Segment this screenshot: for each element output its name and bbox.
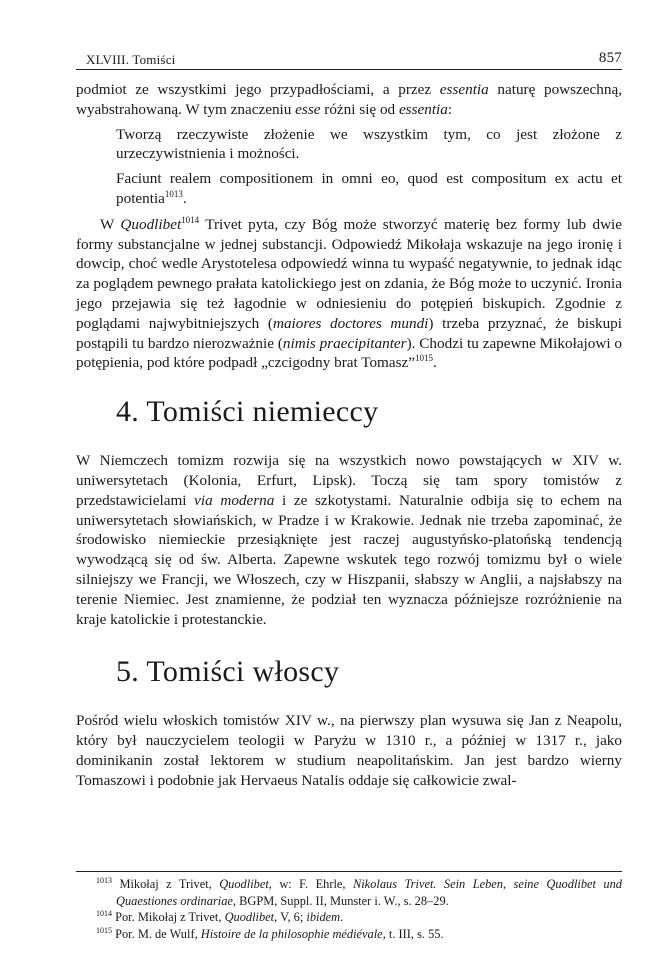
paragraph-german-thomists: W Niemczech tomizm rozwija się na wszystkich nowo powstających w XIV w. uniwersytetach (Kolonia, Erfurt, Lipsk). Toczą się tam spory tomistów z przedstawicielami via moderna i ze szkotystami. Naturalnie odbija się to echem na uniwersytetach słowiańskich, w Pradze i w Krakowie. Jednak nie trzeba zapominać, że środowisko niemieckie przesiąknięte jest raczej augustyńsko-platońską tendencją wywodzącą się od św. Alberta. Zapewne wskutek tego rozwój tomizmu był o wiele silniejszy we Francji, we Włoszech, czy w Hiszpanii, słabszy w Anglii, a najsłabszy na terenie Niemiec. Jest znamienne, że podział ten wyznacza późniejsze rozróżnienie na kraje katolickie i protestanckie. bbox=[76, 452, 622, 628]
paragraph-continuation: podmiot ze wszystkimi jego przypadłościami, a przez essentia naturę powszechną, wyabstrahowaną. W tym znaczeniu esse różni się od essentia: bbox=[76, 81, 622, 118]
quote-polish: Tworzą rzeczywiste złożenie we wszystkim tym, co jest złożone z urzeczywistnienia i możności. bbox=[116, 125, 622, 163]
footnote-1013: $^{1013}$ Mikołaj z Trivet, Quodlibet, w: F. Ehrle, Nikolaus Trivet. Sein Leben, seine Quodlibet und Quaestiones ordinariae, BGPM, Suppl. II, Munster i. W., s. 28–29. bbox=[96, 876, 622, 908]
page-number: 857 bbox=[598, 50, 622, 66]
paragraph-italian-thomists: Pośród wielu włoskich tomistów XIV w., na pierwszy plan wysuwa się Jan z Neapolu, który był nauczycielem teologii w Paryżu w 1310 r., a później w 1317 r., jako dominikanin został lektorem w studium neapolitańskim. Jan jest bardzo wierny Tomaszowi i podobnie jak Hervaeus Natalis oddaje się całkowicie zwal- bbox=[76, 712, 622, 789]
footnote-rule bbox=[76, 871, 622, 872]
footnotes bbox=[76, 876, 622, 942]
section-heading-5: 5. Tomiści włoscy bbox=[116, 655, 340, 689]
footnote-1015: $^{1015}$ Por. M. de Wulf, Histoire de la philosophie médiévale, t. III, s. 55. bbox=[96, 925, 444, 941]
running-head bbox=[76, 50, 622, 70]
footnote-ref-1015[interactable]: 1015 bbox=[415, 353, 433, 364]
header-rule bbox=[76, 69, 622, 70]
footnote-ref-1014[interactable]: 1014 bbox=[181, 214, 200, 225]
body-text bbox=[76, 80, 622, 791]
footnote-1014: $^{1014}$ Por. Mikołaj z Trivet, Quodlibet, V, 6; ibidem. bbox=[96, 909, 344, 925]
section-heading-4: 4. Tomiści niemieccy bbox=[116, 395, 379, 429]
paragraph-quodlibet: W Quodlibet$^{1014}$ Trivet pyta, czy Bóg może stworzyć materię bez formy lub dwie formy substancjalne w jednej substancji. Odpowiedź Mikołaja wskazuje na jego ironię i dowcip, choć wedle Arystotelesa odpowiedź winna tu wypaść negatywnie, to jednak idąc za poglądem pewnego prałata katolickiego jest on zdania, że Bóg może to uczynić. Ironia jego przejawia się też łagodnie w odniesieniu do potępień biskupich. Zgodnie z poglądami najwybitniejszych (maiores doctores mundi) trzeba przyznać, że biskupi postąpili tu bardzo nierozważnie (nimis praecipitanter). Chodzi tu zapewne Mikołajowi o potępienia, pod które podpadł „czcigodny brat Tomasz”$^{1015}$. bbox=[76, 214, 623, 372]
footnote-ref-1013[interactable]: 1013 bbox=[164, 188, 183, 199]
quote-latin: Faciunt realem compositionem in omni eo, quod est compositum ex actu et potentia$^{1013}$. bbox=[116, 170, 622, 207]
chapter-title: XLVIII. Tomiści bbox=[86, 52, 176, 67]
